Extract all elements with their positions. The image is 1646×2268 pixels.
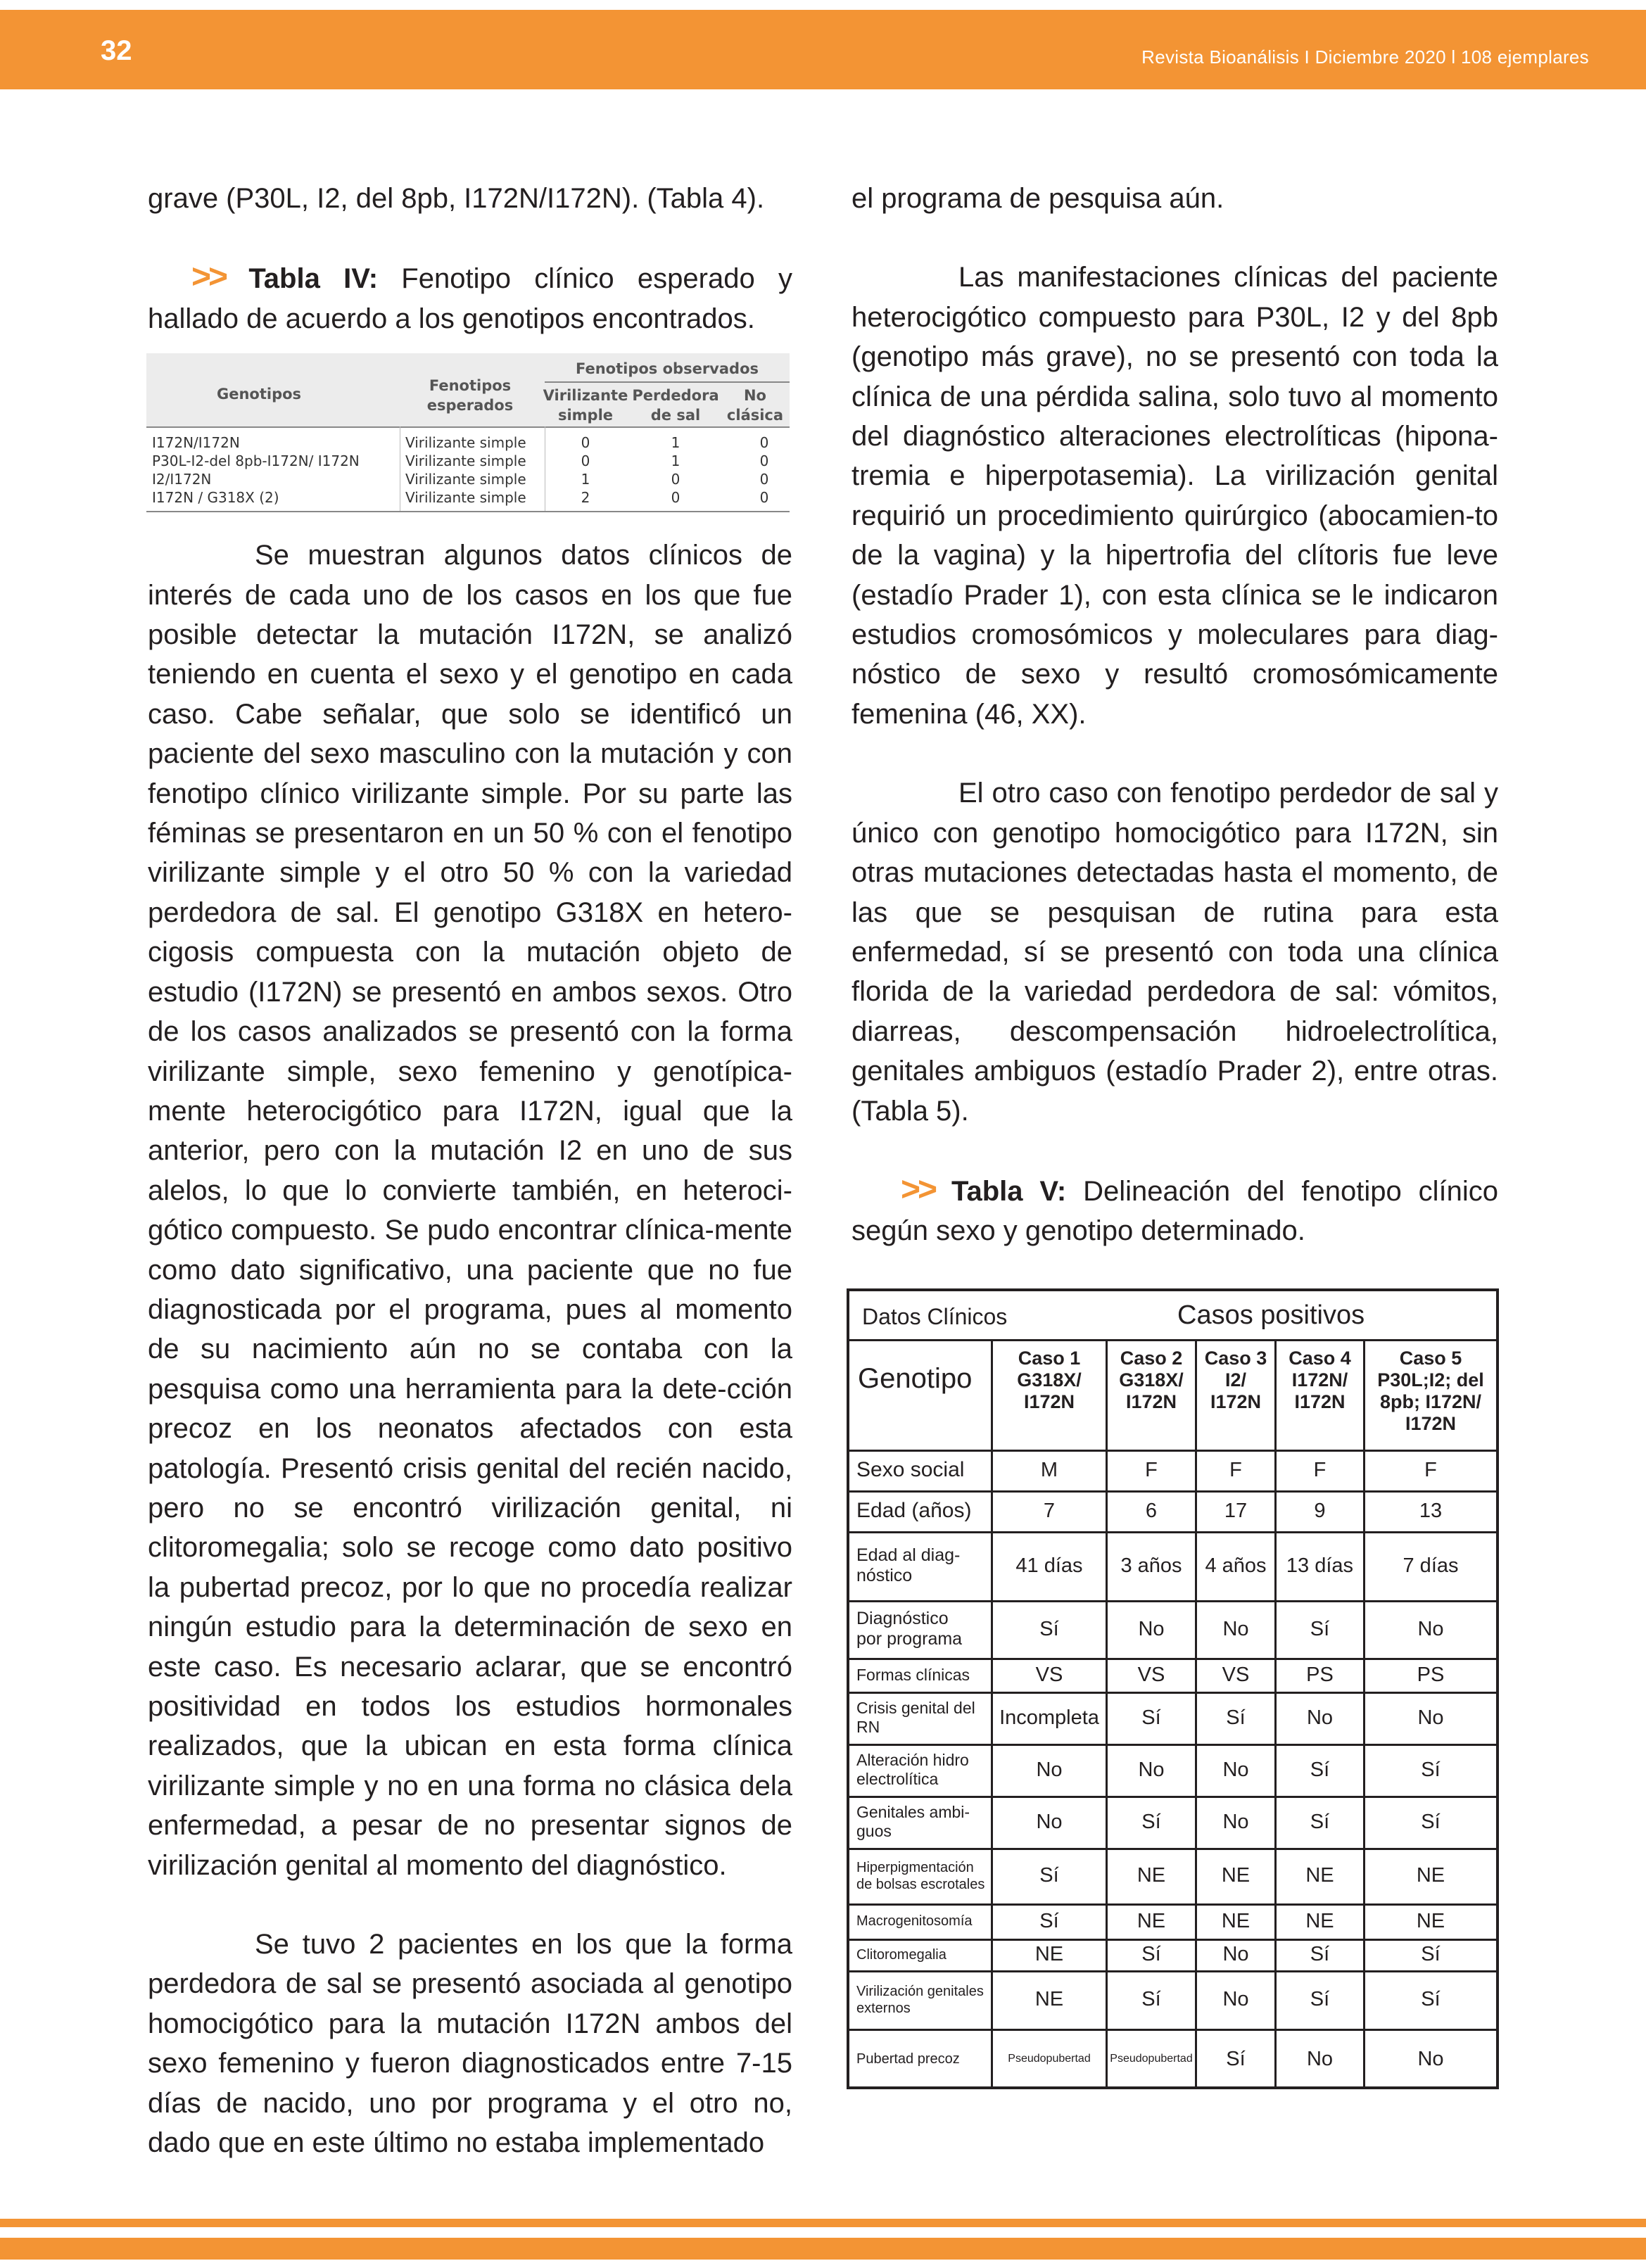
tabla4-cell: Virilizante simple — [405, 452, 526, 469]
tabla5-row-label-line: de bolsas escrotales — [856, 1876, 985, 1892]
right-paragraph-1: el programa de pesquisa aún. — [852, 183, 1224, 214]
tabla5-row-label-line: Edad al diag- — [856, 1545, 961, 1565]
tabla4-cell: 0 — [671, 471, 680, 488]
tabla5-cell: F — [1229, 1458, 1242, 1481]
tabla4-col-ps-1: Perdedora — [632, 387, 719, 404]
tabla5-cell: PS — [1417, 1663, 1445, 1686]
tabla5-caso-5 — [1365, 1348, 1496, 1435]
tabla5-row-label — [856, 1751, 990, 1789]
tabla5-genotipo-label: Genotipo — [858, 1363, 973, 1394]
tabla5-cell: No — [1222, 1617, 1249, 1640]
tabla4-col-vs-1: Virilizante — [543, 387, 628, 404]
footer-bar — [0, 2219, 1646, 2227]
left-paragraph-2: Se muestran algunos datos clínicos de interés de cada uno de los casos en los que fue posible detectar la mutación I172N, se analizó teniendo en cuenta el sexo y el genotipo en cada caso. Cabe señalar, que solo se identificó un paciente del sexo masculino con la mutación y con fenotipo clínico virilizante simple. Por su parte las féminas se presentaron en un 50 % con el fenotipo virilizante simple y el otro 50 % con la variedad perdedora de sal. El genotipo G318X en hetero-cigosis compuesta con la mutación objeto de estudio (I172N) se presentó en ambos sexos. Otro de los casos analizados se presentó con la forma virilizante simple, sexo femenino y genotípica-mente heterocigótico para I172N, igual que la anterior, pero con la mutación I2 en uno de sus alelos, lo que lo convierte también, en heteroci-gótico compuesto. Se pudo encontrar clínica-mente como dato significativo, una paciente que no fue diagnosticada por el programa, pues al momento de su nacimiento aún no se contaba con la pesquisa como una herramienta para la dete-cción precoz en los neonatos afectados con esta patología. Presentó crisis genital del recién nacido, pero no se encontró virilización genital, ni clitoromegalia; solo se recoge como dato positivo la pubertad precoz, por lo que no procedía realizar ningún estudio para la determinación de sexo en este caso. Es necesario aclarar, que se encontró positividad en todos los estudios hormonales realizados, que la ubican en esta forma clínica virilizante simple y no en una forma no clásica dela enfermedad, a pesar de no presentar signos de virilización genital al momento del diagnóstico. — [148, 540, 792, 1881]
tabla5-cell: VS — [1222, 1663, 1250, 1686]
tabla5-cell: VS — [1035, 1663, 1063, 1686]
tabla5-cell: No — [1417, 1617, 1444, 1640]
tabla4-col-ps — [631, 386, 721, 425]
tabla5-cell: NE — [1137, 1864, 1166, 1887]
tabla5-caso-3 — [1197, 1348, 1274, 1413]
tabla5-cell: Sí — [1310, 1810, 1330, 1833]
tabla4-cell: 0 — [759, 452, 769, 469]
tabla5-cell: No — [1306, 1706, 1334, 1729]
tabla5-cell: No — [1417, 1706, 1444, 1729]
tabla5-hline — [849, 1692, 1496, 1694]
tabla5-cell: No — [1306, 2047, 1334, 2070]
tabla5-cell: 9 — [1314, 1499, 1326, 1522]
tabla5-caso-5-l3: 8pb; I172N/ — [1379, 1391, 1482, 1412]
tabla5-row-label — [856, 1946, 990, 1963]
tabla5-caso-4-l3: I172N — [1294, 1391, 1346, 1412]
tabla5-row-label — [856, 1666, 990, 1685]
tabla5-cell: Sí — [1141, 1706, 1161, 1729]
tabla5-row-label-line: electrolítica — [856, 1770, 939, 1788]
tabla5-caso-4 — [1277, 1348, 1363, 1413]
tabla5-cell: VS — [1137, 1663, 1165, 1686]
tabla5-row-label-line: Virilización genitales — [856, 1983, 984, 1999]
tabla5-cell: 3 años — [1120, 1554, 1182, 1577]
tabla5-datos-clinicos: Datos Clínicos — [862, 1304, 1008, 1329]
tabla5-hline — [849, 1848, 1496, 1850]
tabla5-cell: Sí — [1421, 1758, 1441, 1781]
tabla5-cell: 41 días — [1015, 1554, 1083, 1577]
tabla5-row-label-line: Crisis genital del — [856, 1699, 975, 1717]
tabla5-hline — [849, 1450, 1496, 1452]
tabla4-cell: Virilizante simple — [405, 434, 526, 451]
tabla5-cell: Pseudopubertad — [1110, 2053, 1193, 2065]
tabla4-caption-text: Fenotipo clínico esperado y hallado de acuerdo a los genotipos encontrados. — [148, 263, 792, 334]
tabla5-cell: PS — [1306, 1663, 1334, 1686]
tabla4-cell: 1 — [671, 452, 680, 469]
tabla5-hline — [849, 2029, 1496, 2031]
tabla5-caso-2-l1: Caso 2 — [1120, 1348, 1183, 1369]
tabla5-row-label — [856, 1859, 990, 1893]
journal-info: Revista Bioanálisis I Diciembre 2020 l 108 ejemplares — [1141, 46, 1589, 68]
tabla5-cell: No — [1222, 1988, 1249, 2010]
tabla5-row-label-line: por programa — [856, 1629, 963, 1649]
tabla5-row-label — [856, 1545, 990, 1586]
tabla5-hline — [849, 1600, 1496, 1602]
tabla5-cell: Sí — [1141, 1943, 1161, 1965]
tabla5-hline — [849, 1970, 1496, 1972]
right-paragraph-3: El otro caso con fenotipo perdedor de sal y único con genotipo homocigótico para I172N, sin otras mutaciones detectadas hasta el momento, de las que se pesquisan de rutina para esta enfermedad, sí se presentó con toda una clínica florida de la variedad perdedora de sal: vómitos, diarreas, descompensación hidroelectrolítica, genitales ambiguos (estadío Prader 2), entre otras. (Tabla 5). — [852, 778, 1498, 1127]
tabla5-cell: Sí — [1310, 1758, 1330, 1781]
tabla5-cell: NE — [1305, 1909, 1334, 1932]
tabla4-cell: 0 — [759, 471, 769, 488]
tabla5-row-label — [856, 1458, 990, 1482]
tabla5-row-label-line: Diagnóstico — [856, 1609, 949, 1628]
tabla5-hline — [849, 1658, 1496, 1660]
tabla4-col-genotipos: Genotipos — [216, 386, 302, 403]
tabla5-title: Tabla V: — [951, 1175, 1067, 1207]
tabla5-cell: Pseudopubertad — [1008, 2053, 1091, 2065]
tabla4-cell: 0 — [581, 434, 590, 451]
tabla5-cell: Sí — [1039, 1864, 1059, 1887]
tabla4-cell: 0 — [671, 489, 680, 506]
left-paragraph-1: grave (P30L, I2, del 8pb, I172N/I172N). (Tabla 4). — [148, 183, 765, 214]
tabla5-caso-1-l2: G318X/ — [1017, 1369, 1082, 1390]
tabla5-marker: >> — [901, 1170, 935, 1208]
tabla5-caso-5-l4: I172N — [1405, 1413, 1457, 1434]
tabla4-col-vs — [540, 386, 631, 425]
tabla4-col-nc — [721, 386, 790, 425]
tabla5-caso-5-l2: P30L;I2; del — [1377, 1369, 1484, 1390]
tabla5-caso-2-l3: I172N — [1125, 1391, 1177, 1412]
tabla4-caption — [148, 258, 792, 338]
right-column — [852, 179, 1498, 1251]
tabla5-row-label-line: RN — [856, 1718, 880, 1736]
tabla4-col-nc-1: No — [743, 387, 766, 404]
tabla5-row-label — [856, 2051, 990, 2067]
tabla5-cell: 13 días — [1286, 1554, 1354, 1577]
tabla4-col-nc-2: clásica — [726, 407, 784, 424]
tabla5-cell: Sí — [1226, 2047, 1246, 2070]
tabla5-cell: NE — [1221, 1909, 1251, 1932]
tabla5-row-label-line: Formas clínicas — [856, 1665, 970, 1684]
tabla4-cell: Virilizante simple — [405, 471, 526, 488]
tabla4-cell: 1 — [581, 471, 590, 488]
tabla5-caption-text: Delineación del fenotipo clínico según sexo y genotipo determinado. — [852, 1175, 1498, 1247]
tabla4-cell: 2 — [581, 489, 590, 506]
tabla5-cell: Sí — [1421, 1988, 1441, 2010]
tabla5-caso-1-l3: I172N — [1023, 1391, 1075, 1412]
tabla4-col-esperados — [407, 376, 533, 415]
tabla5-cell: F — [1424, 1458, 1437, 1481]
tabla4-table — [146, 353, 790, 512]
tabla5-hline — [849, 1490, 1496, 1493]
tabla5-caso-3-l3: I172N — [1210, 1391, 1262, 1412]
tabla5-cell: 17 — [1224, 1499, 1248, 1522]
tabla4-observed-divider — [545, 381, 790, 383]
tabla5-cell: 4 años — [1205, 1554, 1267, 1577]
footer-bar — [0, 2238, 1646, 2260]
tabla5-caso-3-l2: I2/ — [1224, 1369, 1247, 1390]
tabla4-cell: I172N / G318X (2) — [152, 489, 279, 506]
tabla5-cell: No — [1222, 1810, 1249, 1833]
tabla5-hline — [849, 1796, 1496, 1798]
tabla5-cell: No — [1036, 1810, 1063, 1833]
tabla4-cell: P30L-I2-del 8pb-I172N/ I172N — [152, 452, 360, 469]
tabla4-cell: 1 — [671, 434, 680, 451]
tabla5-caso-3-l1: Caso 3 — [1204, 1348, 1267, 1369]
tabla5-cell: Sí — [1141, 1988, 1161, 2010]
tabla5-cell: Sí — [1421, 1943, 1441, 1965]
tabla5-cell: No — [1417, 2047, 1444, 2070]
tabla5-cell: No — [1036, 1758, 1063, 1781]
tabla4-cell: I2/I172N — [152, 471, 212, 488]
tabla5-cell: Sí — [1310, 1988, 1330, 2010]
tabla5-cell: Incompleta — [999, 1706, 1099, 1729]
tabla5-cell: No — [1222, 1758, 1249, 1781]
tabla5-row-label — [856, 1699, 990, 1737]
tabla5-cell: F — [1313, 1458, 1327, 1481]
tabla5-row-label-line: externos — [856, 2000, 911, 2016]
tabla5-caso-1-l1: Caso 1 — [1018, 1348, 1081, 1369]
tabla5-cell: 13 — [1419, 1499, 1443, 1522]
tabla5-cell: No — [1138, 1758, 1165, 1781]
tabla5-caso-5-l1: Caso 5 — [1399, 1348, 1462, 1369]
tabla4-cell: I172N/I172N — [152, 434, 240, 451]
tabla5-table — [847, 1288, 1499, 2089]
tabla5-hline — [849, 1744, 1496, 1746]
tabla5-cell: 6 — [1145, 1499, 1158, 1522]
tabla5-cell: NE — [1034, 1988, 1064, 2010]
tabla5-row-label-line: Clitoromegalia — [856, 1946, 947, 1963]
tabla5-cell: NE — [1137, 1909, 1166, 1932]
tabla5-row-label — [856, 1983, 990, 2017]
tabla5-row-label-line: Alteración hidro — [856, 1751, 969, 1769]
tabla5-cell: No — [1138, 1617, 1165, 1640]
tabla4-col-ps-2: de sal — [650, 407, 701, 424]
tabla5-cell: M — [1040, 1458, 1058, 1481]
tabla4-cell: 0 — [759, 489, 769, 506]
tabla5-casos-positivos: Casos positivos — [1177, 1300, 1365, 1330]
right-paragraph-2: Las manifestaciones clínicas del paciente heterocigótico compuesto para P30L, I2 y del 8pb (genotipo más grave), no se presentó con toda la clínica de una pérdida salina, solo tuvo al momento del diagnóstico alteraciones electrolíticas (hipona-tremia e hiperpotasemia). La virilización genital requirió un procedimiento quirúrgico (abocamien-to de la vagina) y la hipertrofia del clítoris fue leve (estadío Prader 1), con esta clínica se le indicaron estudios cromosómicos y moleculares para diag-nóstico de sexo y resultó cromosómicamente femenina (46, XX). — [852, 262, 1498, 730]
left-paragraph-3: Se tuvo 2 pacientes en los que la forma perdedora de sal se presentó asociada al genotipo homocigótico para la mutación I172N ambos del sexo femenino y fueron diagnosticados entre 7-15 días de nacido, uno por programa y el otro no, dado que en este último no estaba implementado — [148, 1929, 792, 2159]
tabla4-observed-header: Fenotipos observados — [576, 360, 759, 377]
tabla5-row-label-line: Hiperpigmentación — [856, 1859, 974, 1875]
page-header — [0, 10, 1646, 89]
tabla5-caso-1 — [993, 1348, 1106, 1413]
tabla5-cell: Sí — [1310, 1943, 1330, 1965]
tabla5-row-label-line: Pubertad precoz — [856, 2051, 960, 2067]
tabla5-hline — [849, 1903, 1496, 1906]
tabla5-hline — [849, 1939, 1496, 1941]
tabla5-cell: NE — [1305, 1864, 1334, 1887]
tabla5-row-label — [856, 1913, 990, 1930]
tabla4-col-esperados-1: Fenotipos — [429, 377, 512, 394]
page-number: 32 — [101, 35, 132, 66]
tabla5-cell: NE — [1416, 1909, 1445, 1932]
tabla5-hline — [849, 1531, 1496, 1533]
tabla5-row-label-line: Edad (años) — [856, 1499, 972, 1522]
tabla5-row-label-line: guos — [856, 1822, 892, 1840]
tabla5-caso-2-l2: G318X/ — [1119, 1369, 1184, 1390]
tabla5-cell: Sí — [1226, 1706, 1246, 1729]
tabla5-row-label — [856, 1499, 990, 1523]
tabla4-col-vs-2: simple — [557, 407, 614, 424]
tabla5-caso-4-l2: I172N/ — [1291, 1369, 1348, 1390]
tabla5-cell: No — [1222, 1943, 1249, 1965]
tabla5-row-label-line: Macrogenitosomía — [856, 1913, 973, 1929]
tabla5-row-label — [856, 1803, 990, 1841]
tabla5-cell: NE — [1416, 1864, 1445, 1887]
tabla4-cell: 0 — [581, 452, 590, 469]
tabla4-cell: 0 — [759, 434, 769, 451]
tabla5-cell: Sí — [1421, 1810, 1441, 1833]
tabla5-cell: F — [1145, 1458, 1158, 1481]
tabla5-cell: NE — [1034, 1943, 1064, 1965]
tabla5-cell: 7 días — [1403, 1554, 1459, 1577]
tabla5-cell: Sí — [1039, 1909, 1059, 1932]
tabla4-bottom-line — [146, 511, 790, 512]
tabla5-hline — [849, 1339, 1496, 1341]
tabla5-row-label-line: nóstico — [856, 1566, 913, 1585]
tabla5-row-label-line: Sexo social — [856, 1458, 965, 1481]
tabla4-header-divider — [146, 426, 790, 428]
tabla5-cell: Sí — [1039, 1617, 1059, 1640]
tabla5-cell: Sí — [1310, 1617, 1330, 1640]
tabla5-cell: Sí — [1141, 1810, 1161, 1833]
tabla4-marker: >> — [191, 258, 226, 296]
tabla5-row-label — [856, 1609, 990, 1649]
tabla5-caso-4-l1: Caso 4 — [1289, 1348, 1351, 1369]
tabla5-cell: NE — [1221, 1864, 1251, 1887]
tabla5-caso-2 — [1108, 1348, 1195, 1413]
tabla5-caption — [852, 1170, 1498, 1251]
tabla5-cell: 7 — [1043, 1499, 1056, 1522]
tabla4-cell: Virilizante simple — [405, 489, 526, 506]
tabla4-col-esperados-2: esperados — [426, 397, 514, 414]
tabla5-row-label-line: Genitales ambi- — [856, 1803, 970, 1821]
tabla4-title: Tabla IV: — [248, 263, 379, 295]
